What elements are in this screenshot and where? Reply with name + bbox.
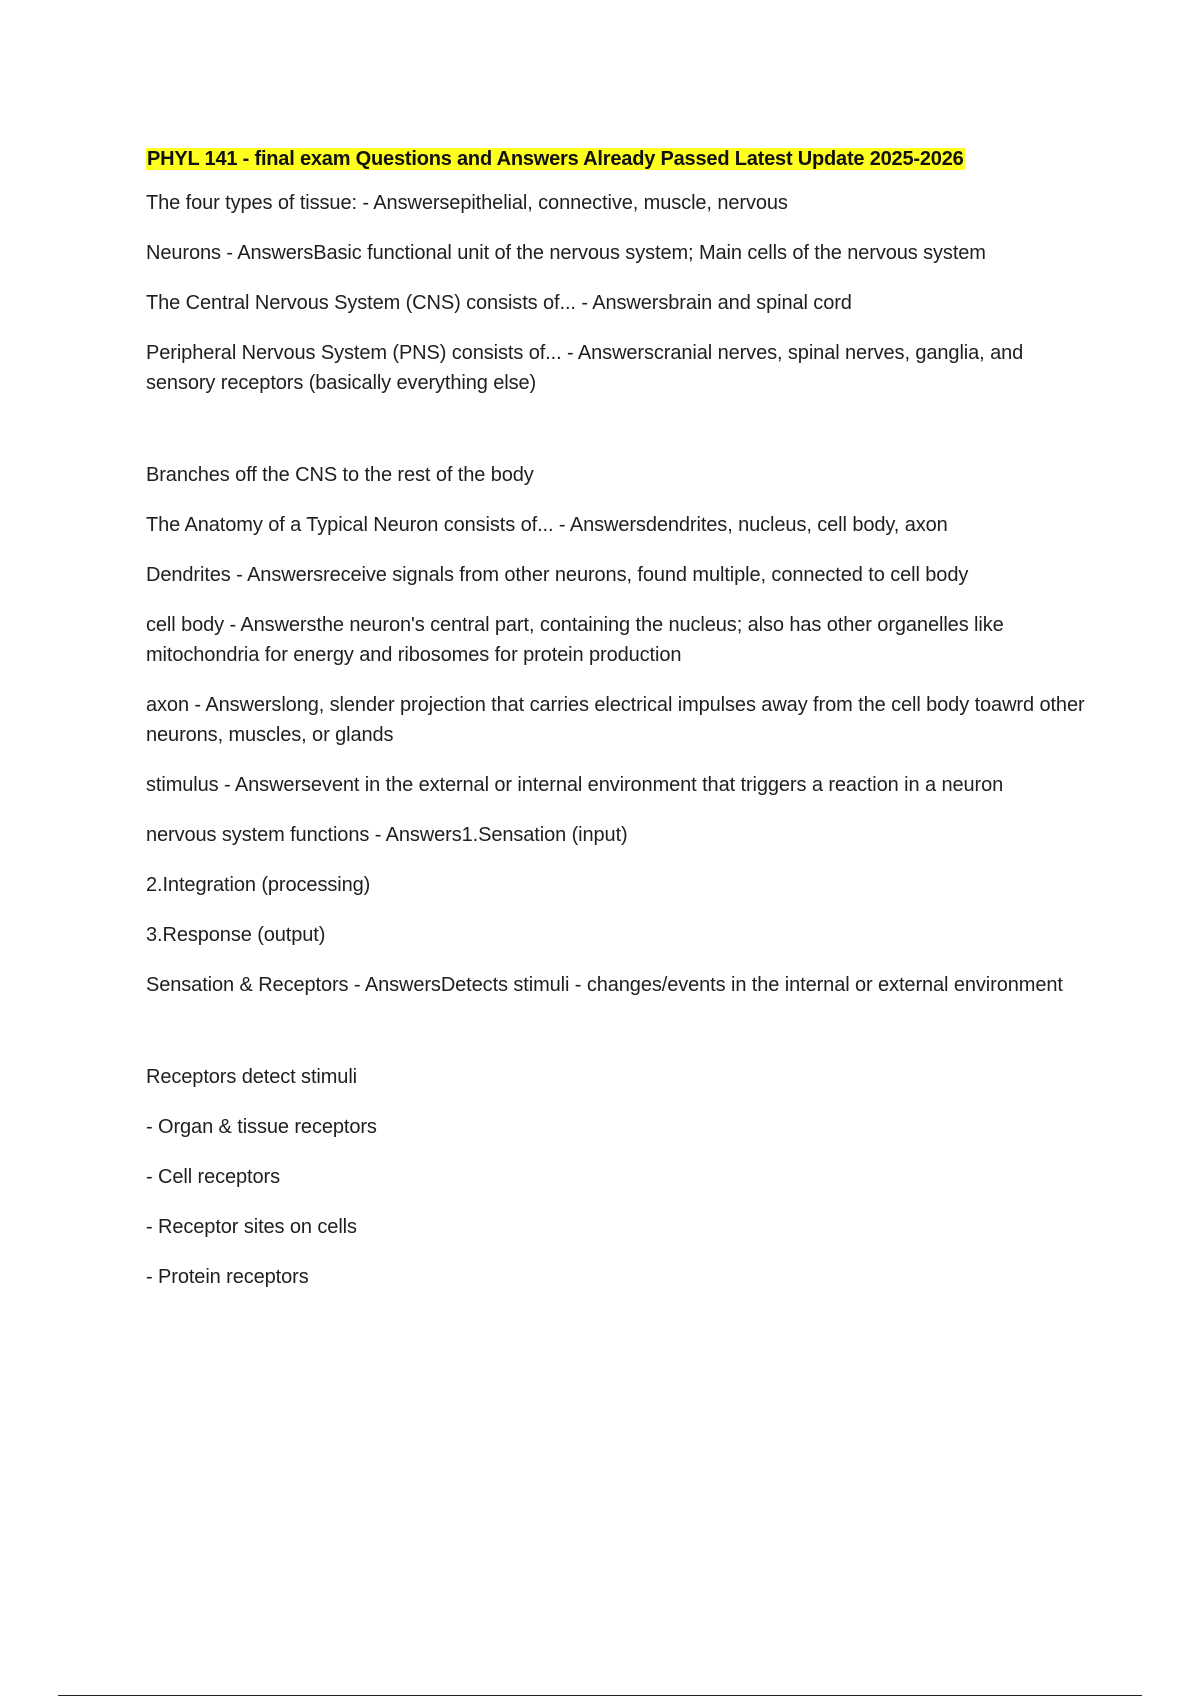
paragraph-cns: The Central Nervous System (CNS) consists of... - Answersbrain and spinal cord bbox=[146, 292, 852, 314]
list-item-cell-receptors: - Cell receptors bbox=[146, 1166, 280, 1188]
paragraph-pns: Peripheral Nervous System (PNS) consists of... - Answerscranial nerves, spinal nerves, ganglia, and sensory receptors (basically everything else) bbox=[146, 342, 1024, 394]
paragraph-cell-body: cell body - Answersthe neuron's central part, containing the nucleus; also has other organelles like mitochondria for energy and ribosomes for protein production bbox=[146, 614, 1004, 666]
paragraph-response: 3.Response (output) bbox=[146, 924, 326, 946]
paragraph-stimulus: stimulus - Answersevent in the external or internal environment that triggers a reaction in a neuron bbox=[146, 774, 1004, 796]
document-title: PHYL 141 - final exam Questions and Answers Already Passed Latest Update 2025-2026 bbox=[147, 148, 964, 170]
paragraph-neurons: Neurons - AnswersBasic functional unit of the nervous system; Main cells of the nervous system bbox=[146, 242, 986, 264]
paragraph-neuron-anatomy: The Anatomy of a Typical Neuron consists of... - Answersdendrites, nucleus, cell body, axon bbox=[146, 514, 948, 536]
paragraph-tissue-types: The four types of tissue: - Answersepithelial, connective, muscle, nervous bbox=[146, 192, 788, 214]
paragraph-ns-functions: nervous system functions - Answers1.Sensation (input) bbox=[146, 824, 628, 846]
document-body bbox=[146, 144, 1086, 1312]
footer-divider bbox=[58, 1695, 1142, 1696]
paragraph-receptors-detect: Receptors detect stimuli bbox=[146, 1066, 358, 1088]
list-item-receptor-sites: - Receptor sites on cells bbox=[146, 1216, 357, 1238]
list-item-organ-tissue: - Organ & tissue receptors bbox=[146, 1116, 377, 1138]
paragraph-sensation: Sensation & Receptors - AnswersDetects stimuli - changes/events in the internal or external environment bbox=[146, 974, 1063, 996]
paragraph-branches: Branches off the CNS to the rest of the body bbox=[146, 464, 534, 486]
document-title-line bbox=[146, 144, 1086, 176]
paragraph-dendrites: Dendrites - Answersreceive signals from other neurons, found multiple, connected to cell body bbox=[146, 564, 969, 586]
list-item-protein-receptors: - Protein receptors bbox=[146, 1266, 309, 1288]
paragraph-axon: axon - Answerslong, slender projection that carries electrical impulses away from the cell body toawrd other neurons, muscles, or glands bbox=[146, 694, 1085, 746]
paragraph-integration: 2.Integration (processing) bbox=[146, 874, 371, 896]
